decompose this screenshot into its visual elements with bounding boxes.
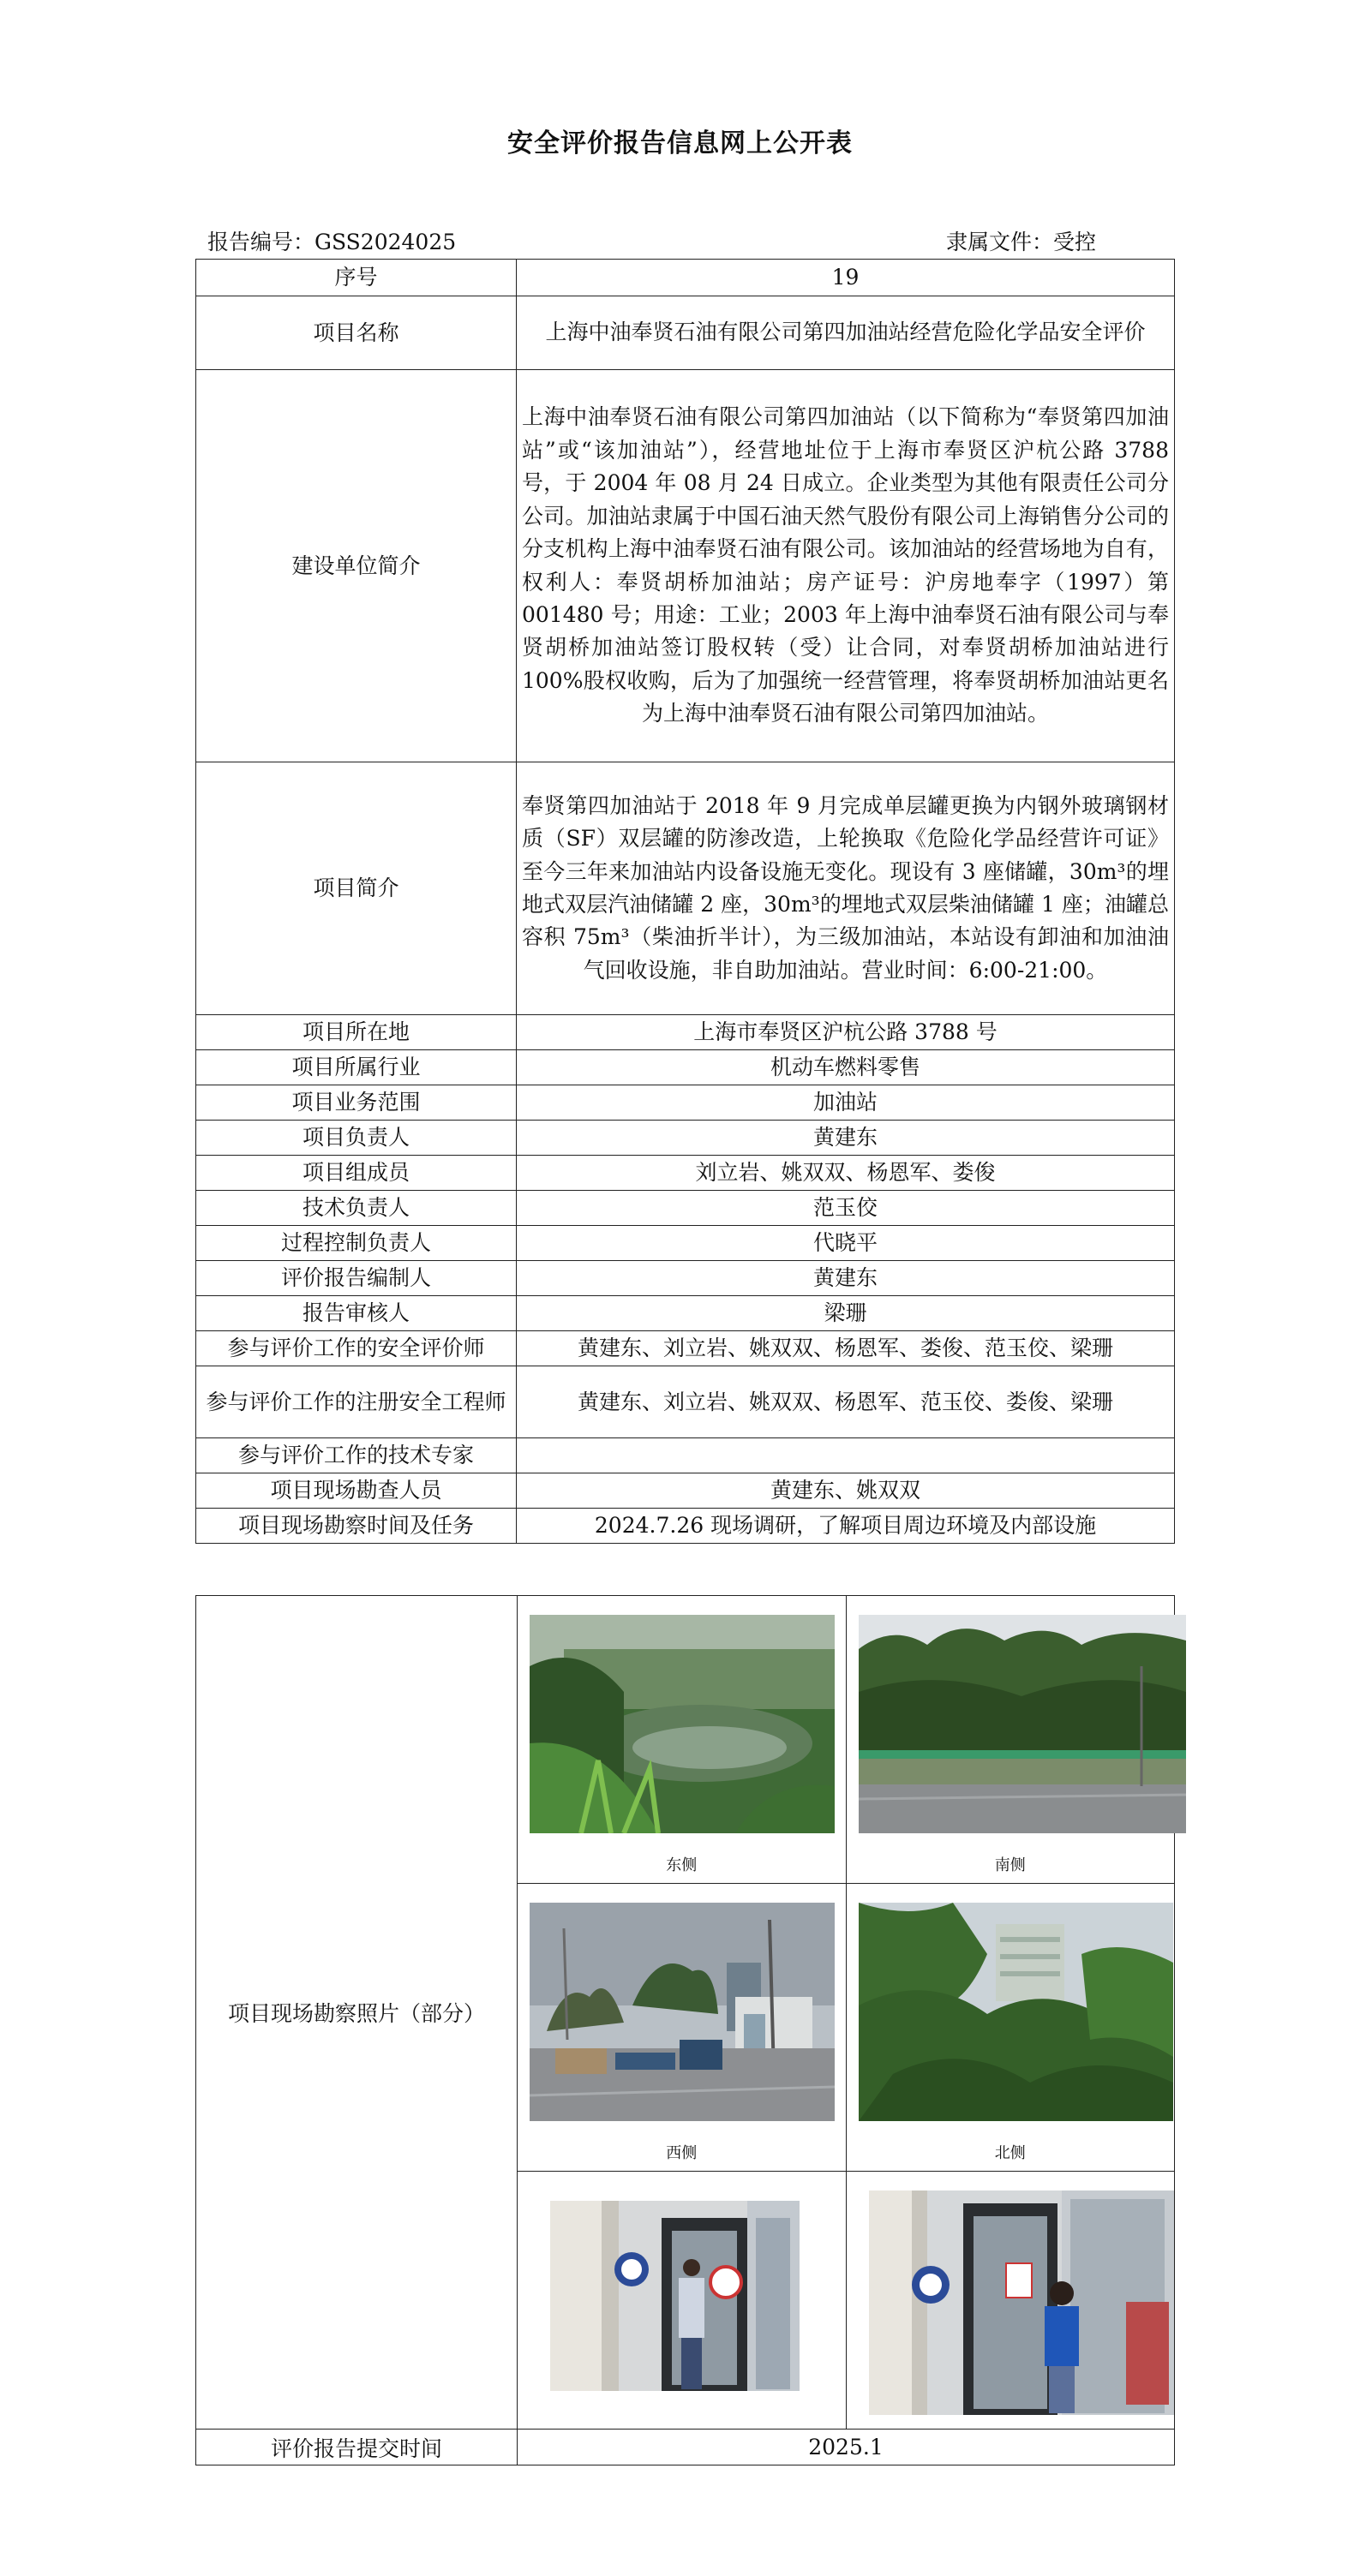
table-row: [196, 260, 1175, 296]
table-row: [196, 1366, 1175, 1438]
row-value: 奉贤第四加油站于 2018 年 9 月完成单层罐更换为内钢外玻璃钢材质（SF）双层罐的防渗改造，上轮换取《危险化学品经营许可证》至今三年来加油站内设备设施无变化。现设有 3 座储罐，30m³的埋地式双层汽油储罐 2 座，30m³的埋地式双层柴油储罐 1 座；油罐总容积 75m³（柴油折半计），为三级加油站，本站设有卸油和加油油气回收设施，非自助加油站。营业时间：6:00-21:00。: [517, 762, 1175, 1015]
table-row: [196, 1296, 1175, 1331]
east-photo: [530, 1615, 835, 1833]
table-row: [196, 762, 1175, 1015]
south-photo: [859, 1615, 1186, 1833]
table-row: [196, 1121, 1175, 1156]
photo-cell-south: [846, 1596, 1175, 1884]
row-value: 梁珊: [517, 1296, 1175, 1331]
row-value: 上海中油奉贤石油有限公司第四加油站（以下简称为“奉贤第四加油站”或“该加油站”），经营地址位于上海市奉贤区沪杭公路 3788 号，于 2004 年 08 月 24 日成立。企业类型为其他有限责任公司分公司。加油站隶属于中国石油天然气股份有限公司上海销售分公司的分支机构上海中油奉贤石油有限公司。该加油站的经营场地为自有，权利人：奉贤胡桥加油站；房产证号：沪房地奉字（1997）第 001480 号；用途：工业；2003 年上海中油奉贤石油有限公司与奉贤胡桥加油站签订股权转（受）让合同，对奉贤胡桥加油站进行 100%股权收购，后为了加强统一经营管理，将奉贤胡桥加油站更名为上海中油奉贤石油有限公司第四加油站。: [517, 370, 1175, 762]
row-value: 黄建东、刘立岩、姚双双、杨恩军、范玉佼、娄俊、梁珊: [517, 1366, 1175, 1438]
row-label: 技术负责人: [196, 1191, 517, 1226]
table-row: [196, 1509, 1175, 1544]
row-label: 项目所在地: [196, 1015, 517, 1050]
page-title: 安全评价报告信息网上公开表: [507, 129, 853, 158]
photo-caption: 西侧: [666, 2144, 698, 2162]
table-row: [196, 1156, 1175, 1191]
row-value: [517, 1438, 1175, 1473]
submit-label: 评价报告提交时间: [196, 2430, 518, 2465]
row-value: 加油站: [517, 1085, 1175, 1121]
table-row: [196, 1191, 1175, 1226]
row-label: 项目负责人: [196, 1121, 517, 1156]
row-label: 序号: [196, 260, 517, 296]
row-label: 项目所属行业: [196, 1050, 517, 1085]
table-row: [196, 1473, 1175, 1509]
row-value: 刘立岩、姚双双、杨恩军、娄俊: [517, 1156, 1175, 1191]
row-value: 代晓平: [517, 1226, 1175, 1261]
photo-cell-west: [518, 1884, 847, 2172]
row-value: 19: [517, 260, 1175, 296]
control-status: 隶属文件：受控: [946, 230, 1097, 254]
table-row: [196, 370, 1175, 762]
photo-caption: 东侧: [666, 1856, 698, 1874]
row-label: 报告审核人: [196, 1296, 517, 1331]
photo-caption: 南侧: [994, 1856, 1026, 1874]
row-value: 上海市奉贤区沪杭公路 3788 号: [517, 1015, 1175, 1050]
table-row: [196, 296, 1175, 370]
row-value: 黄建东: [517, 1261, 1175, 1296]
table-row: [196, 1050, 1175, 1085]
table-row: [196, 2430, 1175, 2465]
row-value: 2024.7.26 现场调研，了解项目周边环境及内部设施: [517, 1509, 1175, 1544]
row-label: 过程控制负责人: [196, 1226, 517, 1261]
row-label: 项目现场勘察时间及任务: [196, 1509, 517, 1544]
row-value: 上海中油奉贤石油有限公司第四加油站经营危险化学品安全评价: [517, 296, 1175, 370]
north-photo: [859, 1903, 1173, 2121]
staff-photo-2: [869, 2190, 1174, 2415]
photo-cell-north: [846, 1884, 1175, 2172]
info-table: [195, 259, 1175, 1544]
west-photo: [530, 1903, 835, 2121]
row-value: 黄建东: [517, 1121, 1175, 1156]
photo-cell-staff-1: [518, 2172, 847, 2430]
photo-cell-east: [518, 1596, 847, 1884]
table-row: [196, 1226, 1175, 1261]
row-label: 项目组成员: [196, 1156, 517, 1191]
row-value: 黄建东、姚双双: [517, 1473, 1175, 1509]
row-value: 范玉佼: [517, 1191, 1175, 1226]
photo-table: [195, 1595, 1175, 2465]
row-label: 项目名称: [196, 296, 517, 370]
photo-section-label: 项目现场勘察照片（部分）: [196, 1596, 518, 2430]
row-label: 参与评价工作的安全评价师: [196, 1331, 517, 1366]
row-label: 参与评价工作的技术专家: [196, 1438, 517, 1473]
row-value: 黄建东、刘立岩、姚双双、杨恩军、娄俊、范玉佼、梁珊: [517, 1331, 1175, 1366]
table-row: [196, 1261, 1175, 1296]
table-row: [196, 1085, 1175, 1121]
photo-cell-staff-2: [846, 2172, 1175, 2430]
row-value: 机动车燃料零售: [517, 1050, 1175, 1085]
staff-photo-1: [550, 2201, 800, 2391]
row-label: 参与评价工作的注册安全工程师: [196, 1366, 517, 1438]
table-row: [196, 1015, 1175, 1050]
row-label: 项目业务范围: [196, 1085, 517, 1121]
submit-value: 2025.1: [518, 2430, 1175, 2465]
table-row: [196, 1438, 1175, 1473]
row-label: 项目现场勘查人员: [196, 1473, 517, 1509]
table-row: [196, 1596, 1175, 1884]
photo-caption: 北侧: [994, 2144, 1026, 2162]
row-label: 项目简介: [196, 762, 517, 1015]
row-label: 建设单位简介: [196, 370, 517, 762]
table-row: [196, 1331, 1175, 1366]
row-label: 评价报告编制人: [196, 1261, 517, 1296]
report-number: 报告编号：GSS2024025: [207, 230, 457, 254]
